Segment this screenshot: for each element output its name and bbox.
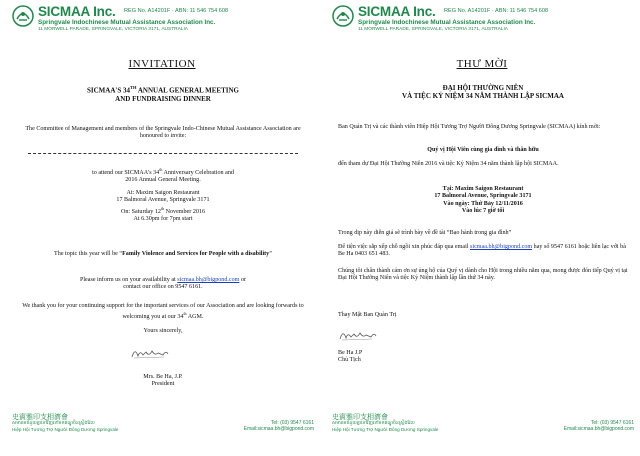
org-address: 11 MORWELL PARADE, SPRINGVALE, VICTORIA 3171, AUSTRALIA bbox=[38, 27, 188, 32]
thanks-text: We thank you for your continuing support for the important services of our Association and are looking forwards to welcoming you at our 34th AGM. bbox=[22, 303, 304, 321]
footer-phone: Tel: (03) 9547 6161 bbox=[270, 420, 314, 426]
org-name: SICMAA Inc. bbox=[38, 4, 116, 19]
sicmaa-logo-icon bbox=[332, 5, 354, 27]
footer-khmer-name: សមាគមជំនួយគ្នាទៅវិញទៅមកឥណ្ឌូចិនស្ព្រីងវែល bbox=[332, 421, 415, 426]
footer-vietnamese-name: Hiệp Hội Tương Trợ Người Đông Dương Springvale bbox=[12, 427, 119, 432]
topic-text: The topic this year will be “Family Violence and Services for People with a disability” bbox=[54, 251, 272, 257]
invitation-english-page bbox=[6, 0, 318, 456]
invite-intro: Ban Quản Trị và các thành viên Hiệp Hội Tương Trợ Người Đông Dương Springvale (SICMAA) kính mời: bbox=[338, 124, 601, 130]
footer-email: Email:sicmaa.bh@bigpond.com bbox=[243, 426, 314, 432]
closing-text: Yours sincerely, bbox=[143, 328, 183, 334]
footer-chinese-name: 史賓雅印支相濟會 bbox=[332, 413, 388, 421]
attend-text: to attend our SICMAA's 34th Anniversary Celebration and 2016 Annual General Meeting. bbox=[92, 167, 234, 184]
attend-text: đến tham dự Đại Hội Thường Niên 2016 và tiệc Kỷ Niệm 34 năm thành lập hội SICMAA. bbox=[338, 161, 559, 167]
footer-khmer-name: សមាគមជំនួយគ្នាទៅវិញទៅមកឥណ្ឌូចិនស្ព្រីងវែល bbox=[12, 421, 95, 426]
rsvp-text: Để tiện việc sắp xếp chỗ ngồi xin phúc đáp qua email sicmaa.bh@bigpond.com hay số 9547 6161 hoặc liên lạc với bà Be Ha 0403 651 483. bbox=[338, 244, 626, 258]
footer-chinese-name: 史賓雅印支相濟會 bbox=[12, 413, 68, 421]
signer-block: Mrs. Be Ha, J.P. President bbox=[143, 374, 183, 388]
page-title: INVITATION bbox=[128, 58, 196, 70]
signer-block: Be Ha J.P Chủ Tịch bbox=[338, 350, 363, 364]
invite-intro: The Committee of Management and members of the Springvale Indo-Chinese Mutual Assistance Association are honoured to invite: bbox=[25, 126, 301, 140]
topic-text: Trong dịp này diễn giả sẽ trình bày về đề tài “Bạo hành trong gia đình” bbox=[338, 230, 512, 236]
signature-icon bbox=[130, 346, 170, 360]
footer-email: Email:sicmaa.bh@bigpond.com bbox=[563, 426, 634, 432]
event-heading: SICMAA'S 34TH ANNUAL GENERAL MEETING AND FUNDRAISING DINNER bbox=[87, 85, 239, 103]
invitation-vietnamese-page bbox=[326, 0, 638, 456]
footer bbox=[332, 412, 634, 442]
invitee-text: Quý vị Hội Viên cùng gia đình và thân hữu bbox=[427, 147, 539, 153]
rsvp-email-link[interactable]: sicmaa.bh@bigpond.com bbox=[470, 244, 533, 250]
org-full-name: Springvale Indochinese Mutual Assistance Association Inc. bbox=[38, 19, 216, 26]
org-name: SICMAA Inc. bbox=[358, 4, 436, 19]
sicmaa-logo-icon bbox=[12, 5, 34, 27]
event-heading: ĐẠI HỘI THƯỜNG NIÊN VÀ TIỆC KỶ NIỆM 34 NĂM THÀNH LẬP SICMAA bbox=[402, 84, 564, 101]
venue-details: At: Maxim Saigon Restaurant 17 Balmoral Avenue, Springvale 3171 On: Saturday 12th November 2016 At 6.30pm for 7pm start bbox=[116, 190, 210, 223]
venue-details: Tại: Maxim Saigon Restaurant 17 Balmoral Avenue, Springvale 3171 Vào ngày: Thứ Bảy 12/11/2016 Vào lúc 7 giờ tối bbox=[434, 186, 532, 215]
footer-phone: Tel: (03) 9547 6161 bbox=[590, 420, 634, 426]
thanks-text: Chúng tôi chân thành cảm ơn sự ủng hộ của Quý vị dành cho Hội trong nhiều năm qua, mong được đón tiếp Quý vị tại Đại Hội Thường Niên và tiệc Kỷ Niệm thành lập lần thứ 34 này. bbox=[338, 268, 628, 282]
closing-text: Thay Mặt Ban Quản Trị bbox=[338, 312, 397, 318]
rsvp-email-link[interactable]: sicmaa.bh@bigpond.com bbox=[177, 277, 240, 283]
registration-line: REG No. A14201F · ABN: 11 546 754 608 bbox=[124, 8, 229, 14]
letterhead bbox=[12, 4, 314, 44]
letterhead bbox=[332, 4, 634, 44]
registration-line: REG No. A14201F · ABN: 11 546 754 608 bbox=[444, 8, 549, 14]
org-full-name: Springvale Indochinese Mutual Assistance Association Inc. bbox=[358, 19, 536, 26]
page-title: THƯ MỜI bbox=[456, 58, 508, 70]
invitee-blank-line bbox=[28, 153, 298, 154]
rsvp-text: Please inform us on your availability at sicmaa.bh@bigpond.com or contact our office on 9547 6161. bbox=[79, 277, 247, 291]
org-address: 11 MORWELL PARADE, SPRINGVALE, VICTORIA 3171, AUSTRALIA bbox=[358, 27, 508, 32]
footer-vietnamese-name: Hiệp Hội Tương Trợ Người Đông Dương Springvale bbox=[332, 427, 439, 432]
footer bbox=[12, 412, 314, 442]
signature-icon bbox=[338, 328, 378, 342]
